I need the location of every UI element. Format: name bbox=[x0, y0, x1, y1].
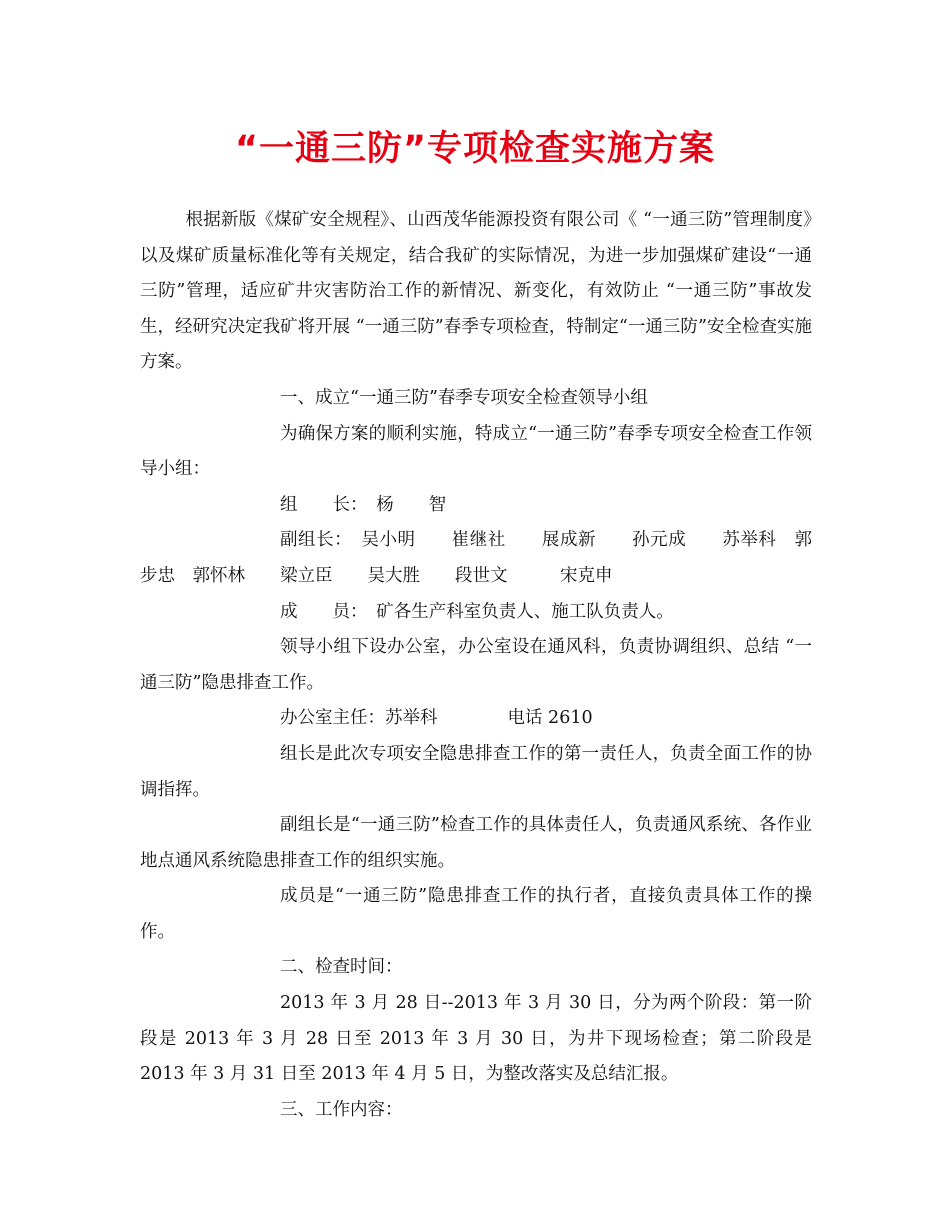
leader-line: 组 长： 杨 智 bbox=[280, 494, 447, 515]
member-line: 成 员： 矿各生产科室负责人、施工队负责人。 bbox=[280, 601, 674, 622]
section1-heading: 一、成立“一通三防”春季专项安全检查领导小组 bbox=[280, 387, 648, 408]
document-body bbox=[140, 203, 812, 1128]
document-title: “一通三防”专项检查实施方案 bbox=[234, 129, 715, 169]
office-director-line: 办公室主任：苏举科 电话 2610 bbox=[280, 708, 593, 729]
section3-heading: 三、工作内容： bbox=[280, 1099, 403, 1120]
section2-text: 2013 年 3 月 28 日--2013 年 3 月 30 日，分为两个阶段：第一阶段是 2013 年 3 月 28 日至 2013 年 3 月 30 日，为井下现场检查；第二阶段是 2013 年 3 月 31 日至 2013 年 4 月 5 日，为整改落实及总结汇报。 bbox=[140, 993, 812, 1085]
section1-intro: 为确保方案的顺利实施，特成立“一通三防”春季专项安全检查工作领导小组： bbox=[140, 423, 812, 480]
deputy-line: 副组长： 吴小明 崔继社 展成新 孙元成 苏举科 郭步忠 郭怀林 梁立臣 吴大胜 段世文 宋克申 bbox=[140, 530, 812, 586]
leader-duty-paragraph: 组长是此次专项安全隐患排查工作的第一责任人，负责全面工作的协调指挥。 bbox=[140, 743, 812, 800]
deputy-duty-paragraph: 副组长是“一通三防”检查工作的具体责任人，负责通风系统、各作业地点通风系统隐患排查工作的组织实施。 bbox=[140, 815, 812, 871]
office-paragraph: 领导小组下设办公室，办公室设在通风科，负责协调组织、总结 “一通三防”隐患排查工作。 bbox=[140, 637, 812, 693]
section2-heading: 二、检查时间： bbox=[280, 957, 403, 978]
member-duty-paragraph: 成员是“一通三防”隐患排查工作的执行者，直接负责具体工作的操作。 bbox=[140, 886, 812, 942]
intro-paragraph: 根据新版《煤矿安全规程》、山西茂华能源投资有限公司《 “一通三防”管理制度》以及煤矿质量标准化等有关规定，结合我矿的实际情况，为进一步加强煤矿建设“一通三防”管理，适应矿井灾害防治工作的新情况、新变化，有效防止 “一通三防”事故发生，经研究决定我矿将开展 “一通三防”春季专项检查，特制定“一通三防”安全检查实施方案。 bbox=[140, 210, 812, 373]
